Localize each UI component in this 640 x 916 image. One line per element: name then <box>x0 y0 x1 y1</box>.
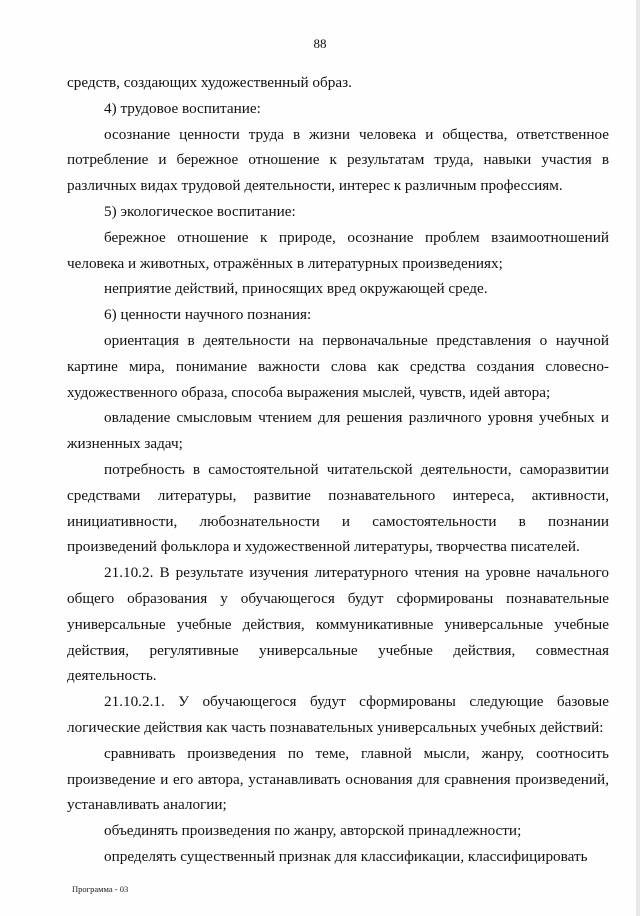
footer-label: Программа - 03 <box>72 884 129 894</box>
paragraph: 21.10.2. В результате изучения литературного чтения на уровне начального общего образования у обучающегося будут сформированы познавательные универсальные учебные действия, коммуникативные универсальные учебные действия, регулятивные универсальные учебные действия, совместная деятельность. <box>67 564 609 685</box>
paragraph: средств, создающих художественный образ. <box>67 74 352 91</box>
paragraph: бережное отношение к природе, осознание проблем взаимоотношений человека и животных, отражённых в литературных произведениях; <box>67 228 609 272</box>
paragraph: ориентация в деятельности на первоначальные представления о научной картине мира, понимание важности слова как средства создания словесно-художественного образа, способа выражения мыслей, чувств, идей автора; <box>67 331 609 401</box>
scan-edge <box>636 0 640 916</box>
paragraph: 21.10.2.1. У обучающегося будут сформированы следующие базовые логические действия как часть познавательных универсальных учебных действий: <box>67 693 609 736</box>
paragraph: 5) экологическое воспитание: <box>104 202 296 220</box>
page-number: 88 <box>313 36 327 51</box>
paragraph: овладение смысловым чтением для решения различного уровня учебных и жизненных задач; <box>67 409 609 453</box>
paragraph: осознание ценности труда в жизни человека и общества, ответственное потребление и бережное отношение к результатам труда, навыки участия в различных видах трудовой деятельности, интерес к различным профессиям. <box>67 125 609 195</box>
paragraph: потребность в самостоятельной читательской деятельности, саморазвитии средствами литературы, развитие познавательного интереса, активности, инициативности, любознательности и самостоятельности в познании произведений фольклора и художественной литературы, творчества писателей. <box>67 460 609 556</box>
paragraph: объединять произведения по жанру, авторской принадлежности; <box>104 822 522 840</box>
paragraph: 6) ценности научного познания: <box>104 306 312 324</box>
paragraph: сравнивать произведения по теме, главной мысли, жанру, соотносить произведение и его автора, устанавливать основания для сравнения произведений, устанавливать аналогии; <box>67 744 609 814</box>
document-body <box>67 70 609 870</box>
paragraph: неприятие действий, приносящих вред окружающей среде. <box>104 280 488 298</box>
paragraph: 4) трудовое воспитание: <box>104 99 261 117</box>
paragraph: определять существенный признак для классификации, классифицировать <box>104 847 588 865</box>
